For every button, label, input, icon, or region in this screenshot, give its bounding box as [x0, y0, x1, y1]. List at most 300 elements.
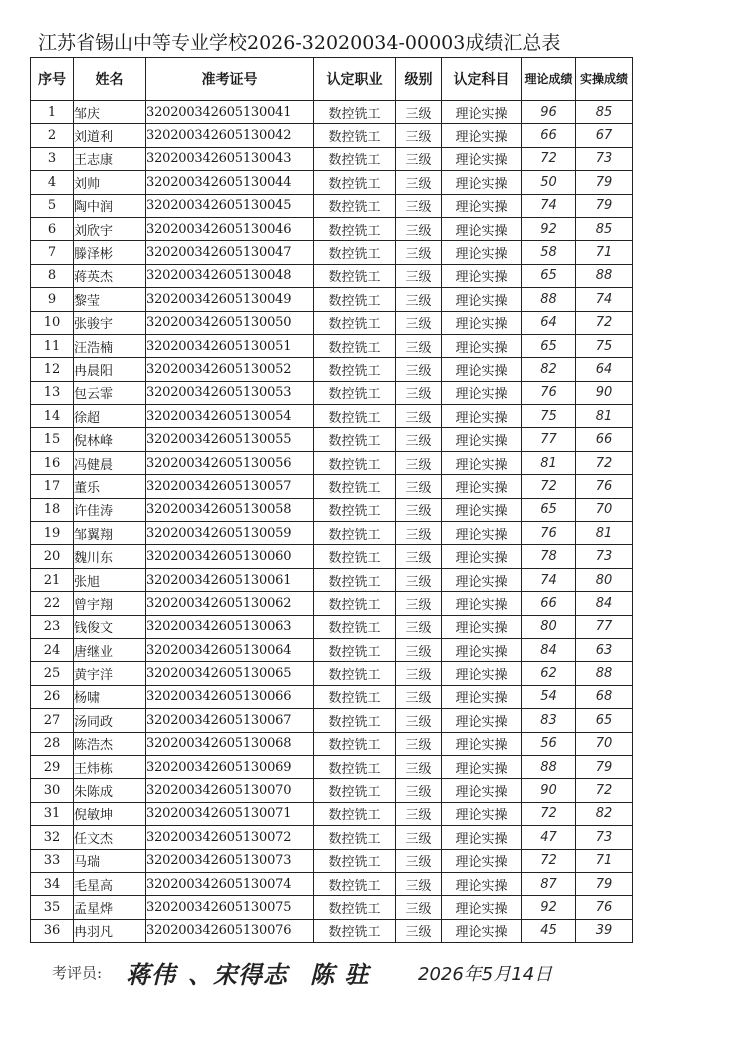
- table-row: [31, 919, 633, 942]
- table-row: [31, 779, 633, 802]
- level: 三级: [396, 896, 442, 919]
- occupation: 数控铣工: [314, 264, 396, 287]
- occupation: 数控铣工: [314, 334, 396, 357]
- theory-score: 80: [522, 615, 576, 638]
- table-row: [31, 568, 633, 591]
- exam-id: 320200342605130048: [146, 264, 314, 287]
- practice-score: 76: [576, 475, 633, 498]
- exam-id: 320200342605130045: [146, 194, 314, 217]
- exam-id: 320200342605130057: [146, 475, 314, 498]
- student-name: 包云霏: [74, 381, 146, 404]
- row-number: 4: [31, 171, 74, 194]
- subject: 理论实操: [442, 919, 522, 942]
- student-name: 曾宇翔: [74, 592, 146, 615]
- occupation: 数控铣工: [314, 872, 396, 895]
- exam-id: 320200342605130060: [146, 545, 314, 568]
- row-number: 20: [31, 545, 74, 568]
- table-row: [31, 405, 633, 428]
- exam-id: 320200342605130066: [146, 685, 314, 708]
- theory-score: 88: [522, 755, 576, 778]
- subject: 理论实操: [442, 147, 522, 170]
- practice-score: 74: [576, 288, 633, 311]
- level: 三级: [396, 124, 442, 147]
- row-number: 23: [31, 615, 74, 638]
- level: 三级: [396, 101, 442, 124]
- student-name: 汪浩楠: [74, 334, 146, 357]
- exam-id: 320200342605130056: [146, 451, 314, 474]
- level: 三级: [396, 755, 442, 778]
- row-number: 32: [31, 826, 74, 849]
- table-row: [31, 685, 633, 708]
- document-title: 江苏省锡山中等专业学校2026-32020034-00003成绩汇总表: [38, 32, 561, 54]
- level: 三级: [396, 732, 442, 755]
- student-name: 杨啸: [74, 685, 146, 708]
- occupation: 数控铣工: [314, 428, 396, 451]
- subject: 理论实操: [442, 428, 522, 451]
- row-number: 36: [31, 919, 74, 942]
- practice-score: 70: [576, 498, 633, 521]
- level: 三级: [396, 615, 442, 638]
- occupation: 数控铣工: [314, 475, 396, 498]
- level: 三级: [396, 849, 442, 872]
- student-name: 徐超: [74, 405, 146, 428]
- theory-score: 84: [522, 638, 576, 661]
- practice-score: 76: [576, 896, 633, 919]
- subject: 理论实操: [442, 334, 522, 357]
- exam-id: 320200342605130047: [146, 241, 314, 264]
- exam-id: 320200342605130059: [146, 522, 314, 545]
- level: 三级: [396, 826, 442, 849]
- subject: 理论实操: [442, 779, 522, 802]
- signing-date: 2026年5月14日: [418, 964, 553, 985]
- row-number: 31: [31, 802, 74, 825]
- student-name: 黎莹: [74, 288, 146, 311]
- header-practice-score: 实操成绩: [576, 58, 633, 101]
- exam-id: 320200342605130042: [146, 124, 314, 147]
- occupation: 数控铣工: [314, 545, 396, 568]
- table-row: [31, 311, 633, 334]
- exam-id: 320200342605130065: [146, 662, 314, 685]
- practice-score: 65: [576, 709, 633, 732]
- student-name: 刘道利: [74, 124, 146, 147]
- row-number: 5: [31, 194, 74, 217]
- subject: 理论实操: [442, 802, 522, 825]
- student-name: 陶中润: [74, 194, 146, 217]
- level: 三级: [396, 498, 442, 521]
- occupation: 数控铣工: [314, 592, 396, 615]
- row-number: 18: [31, 498, 74, 521]
- theory-score: 64: [522, 311, 576, 334]
- row-number: 16: [31, 451, 74, 474]
- occupation: 数控铣工: [314, 101, 396, 124]
- row-number: 29: [31, 755, 74, 778]
- level: 三级: [396, 451, 442, 474]
- row-number: 34: [31, 872, 74, 895]
- table-row: [31, 896, 633, 919]
- student-name: 唐继业: [74, 638, 146, 661]
- header-name: 姓名: [74, 58, 146, 101]
- examiner-label: 考评员:: [52, 964, 103, 982]
- table-row: [31, 872, 633, 895]
- theory-score: 81: [522, 451, 576, 474]
- subject: 理论实操: [442, 709, 522, 732]
- occupation: 数控铣工: [314, 171, 396, 194]
- exam-id: 320200342605130058: [146, 498, 314, 521]
- theory-score: 74: [522, 194, 576, 217]
- subject: 理论实操: [442, 568, 522, 591]
- row-number: 28: [31, 732, 74, 755]
- practice-score: 71: [576, 241, 633, 264]
- occupation: 数控铣工: [314, 919, 396, 942]
- student-name: 蒋英杰: [74, 264, 146, 287]
- student-name: 孟星烨: [74, 896, 146, 919]
- occupation: 数控铣工: [314, 662, 396, 685]
- practice-score: 75: [576, 334, 633, 357]
- exam-id: 320200342605130052: [146, 358, 314, 381]
- table-header-row: [31, 58, 633, 101]
- occupation: 数控铣工: [314, 124, 396, 147]
- row-number: 6: [31, 217, 74, 240]
- theory-score: 72: [522, 475, 576, 498]
- level: 三级: [396, 264, 442, 287]
- student-name: 倪敏坤: [74, 802, 146, 825]
- student-name: 董乐: [74, 475, 146, 498]
- practice-score: 39: [576, 919, 633, 942]
- practice-score: 64: [576, 358, 633, 381]
- occupation: 数控铣工: [314, 802, 396, 825]
- student-name: 滕泽彬: [74, 241, 146, 264]
- occupation: 数控铣工: [314, 826, 396, 849]
- table-row: [31, 522, 633, 545]
- level: 三级: [396, 147, 442, 170]
- table-row: [31, 334, 633, 357]
- occupation: 数控铣工: [314, 568, 396, 591]
- header-level: 级别: [396, 58, 442, 101]
- level: 三级: [396, 592, 442, 615]
- table-row: [31, 545, 633, 568]
- table-row: [31, 241, 633, 264]
- student-name: 王志康: [74, 147, 146, 170]
- student-name: 刘欣宇: [74, 217, 146, 240]
- theory-score: 88: [522, 288, 576, 311]
- row-number: 30: [31, 779, 74, 802]
- table-row: [31, 428, 633, 451]
- row-number: 26: [31, 685, 74, 708]
- exam-id: 320200342605130055: [146, 428, 314, 451]
- level: 三级: [396, 872, 442, 895]
- level: 三级: [396, 802, 442, 825]
- level: 三级: [396, 522, 442, 545]
- row-number: 21: [31, 568, 74, 591]
- subject: 理论实操: [442, 264, 522, 287]
- theory-score: 72: [522, 849, 576, 872]
- header-exam-id: 准考证号: [146, 58, 314, 101]
- table-row: [31, 475, 633, 498]
- occupation: 数控铣工: [314, 194, 396, 217]
- student-name: 钱俊文: [74, 615, 146, 638]
- subject: 理论实操: [442, 311, 522, 334]
- header-subject: 认定科目: [442, 58, 522, 101]
- exam-id: 320200342605130043: [146, 147, 314, 170]
- practice-score: 67: [576, 124, 633, 147]
- practice-score: 77: [576, 615, 633, 638]
- score-table: [30, 57, 633, 943]
- level: 三级: [396, 217, 442, 240]
- exam-id: 320200342605130049: [146, 288, 314, 311]
- theory-score: 45: [522, 919, 576, 942]
- row-number: 8: [31, 264, 74, 287]
- table-row: [31, 755, 633, 778]
- table-row: [31, 709, 633, 732]
- student-name: 邹庆: [74, 101, 146, 124]
- student-name: 朱陈成: [74, 779, 146, 802]
- examiner-signature-1: 蒋伟: [126, 961, 176, 989]
- exam-id: 320200342605130061: [146, 568, 314, 591]
- table-row: [31, 264, 633, 287]
- occupation: 数控铣工: [314, 147, 396, 170]
- occupation: 数控铣工: [314, 709, 396, 732]
- practice-score: 85: [576, 217, 633, 240]
- row-number: 1: [31, 101, 74, 124]
- subject: 理论实操: [442, 615, 522, 638]
- subject: 理论实操: [442, 381, 522, 404]
- subject: 理论实操: [442, 592, 522, 615]
- subject: 理论实操: [442, 638, 522, 661]
- level: 三级: [396, 919, 442, 942]
- student-name: 任文杰: [74, 826, 146, 849]
- table-row: [31, 101, 633, 124]
- level: 三级: [396, 194, 442, 217]
- row-number: 17: [31, 475, 74, 498]
- table-row: [31, 381, 633, 404]
- exam-id: 320200342605130076: [146, 919, 314, 942]
- occupation: 数控铣工: [314, 241, 396, 264]
- student-name: 王炜栋: [74, 755, 146, 778]
- header-theory-score: 理论成绩: [522, 58, 576, 101]
- level: 三级: [396, 381, 442, 404]
- theory-score: 78: [522, 545, 576, 568]
- exam-id: 320200342605130053: [146, 381, 314, 404]
- table-row: [31, 732, 633, 755]
- theory-score: 66: [522, 592, 576, 615]
- exam-id: 320200342605130051: [146, 334, 314, 357]
- theory-score: 76: [522, 522, 576, 545]
- theory-score: 92: [522, 896, 576, 919]
- student-name: 许佳涛: [74, 498, 146, 521]
- theory-score: 76: [522, 381, 576, 404]
- theory-score: 47: [522, 826, 576, 849]
- practice-score: 84: [576, 592, 633, 615]
- theory-score: 72: [522, 802, 576, 825]
- table-row: [31, 288, 633, 311]
- subject: 理论实操: [442, 545, 522, 568]
- header-occupation: 认定职业: [314, 58, 396, 101]
- row-number: 9: [31, 288, 74, 311]
- theory-score: 96: [522, 101, 576, 124]
- subject: 理论实操: [442, 288, 522, 311]
- level: 三级: [396, 662, 442, 685]
- theory-score: 72: [522, 147, 576, 170]
- level: 三级: [396, 405, 442, 428]
- examiner-signature-3: 陈 驻: [310, 961, 370, 989]
- row-number: 27: [31, 709, 74, 732]
- theory-score: 90: [522, 779, 576, 802]
- table-row: [31, 358, 633, 381]
- student-name: 冉晨阳: [74, 358, 146, 381]
- occupation: 数控铣工: [314, 755, 396, 778]
- level: 三级: [396, 171, 442, 194]
- student-name: 张旭: [74, 568, 146, 591]
- exam-id: 320200342605130054: [146, 405, 314, 428]
- subject: 理论实操: [442, 241, 522, 264]
- subject: 理论实操: [442, 171, 522, 194]
- level: 三级: [396, 311, 442, 334]
- row-number: 24: [31, 638, 74, 661]
- student-name: 毛星高: [74, 872, 146, 895]
- subject: 理论实操: [442, 124, 522, 147]
- theory-score: 58: [522, 241, 576, 264]
- occupation: 数控铣工: [314, 311, 396, 334]
- student-name: 倪林峰: [74, 428, 146, 451]
- theory-score: 50: [522, 171, 576, 194]
- exam-id: 320200342605130071: [146, 802, 314, 825]
- student-name: 刘帅: [74, 171, 146, 194]
- occupation: 数控铣工: [314, 451, 396, 474]
- subject: 理论实操: [442, 405, 522, 428]
- student-name: 邹翼翔: [74, 522, 146, 545]
- level: 三级: [396, 334, 442, 357]
- theory-score: 56: [522, 732, 576, 755]
- occupation: 数控铣工: [314, 615, 396, 638]
- occupation: 数控铣工: [314, 498, 396, 521]
- practice-score: 79: [576, 872, 633, 895]
- theory-score: 82: [522, 358, 576, 381]
- subject: 理论实操: [442, 755, 522, 778]
- student-name: 冉羽凡: [74, 919, 146, 942]
- occupation: 数控铣工: [314, 522, 396, 545]
- occupation: 数控铣工: [314, 217, 396, 240]
- practice-score: 72: [576, 779, 633, 802]
- practice-score: 80: [576, 568, 633, 591]
- student-name: 魏川东: [74, 545, 146, 568]
- subject: 理论实操: [442, 498, 522, 521]
- occupation: 数控铣工: [314, 896, 396, 919]
- row-number: 13: [31, 381, 74, 404]
- table-row: [31, 194, 633, 217]
- subject: 理论实操: [442, 522, 522, 545]
- student-name: 马瑞: [74, 849, 146, 872]
- subject: 理论实操: [442, 732, 522, 755]
- exam-id: 320200342605130070: [146, 779, 314, 802]
- level: 三级: [396, 428, 442, 451]
- subject: 理论实操: [442, 826, 522, 849]
- row-number: 22: [31, 592, 74, 615]
- practice-score: 81: [576, 522, 633, 545]
- level: 三级: [396, 638, 442, 661]
- practice-score: 79: [576, 755, 633, 778]
- subject: 理论实操: [442, 685, 522, 708]
- level: 三级: [396, 568, 442, 591]
- exam-id: 320200342605130073: [146, 849, 314, 872]
- exam-id: 320200342605130075: [146, 896, 314, 919]
- exam-id: 320200342605130067: [146, 709, 314, 732]
- theory-score: 92: [522, 217, 576, 240]
- practice-score: 73: [576, 826, 633, 849]
- theory-score: 66: [522, 124, 576, 147]
- exam-id: 320200342605130050: [146, 311, 314, 334]
- table-row: [31, 592, 633, 615]
- theory-score: 62: [522, 662, 576, 685]
- row-number: 14: [31, 405, 74, 428]
- exam-id: 320200342605130069: [146, 755, 314, 778]
- table-row: [31, 171, 633, 194]
- theory-score: 74: [522, 568, 576, 591]
- exam-id: 320200342605130063: [146, 615, 314, 638]
- theory-score: 65: [522, 264, 576, 287]
- occupation: 数控铣工: [314, 849, 396, 872]
- level: 三级: [396, 709, 442, 732]
- practice-score: 72: [576, 451, 633, 474]
- subject: 理论实操: [442, 451, 522, 474]
- theory-score: 77: [522, 428, 576, 451]
- practice-score: 81: [576, 405, 633, 428]
- row-number: 35: [31, 896, 74, 919]
- table-row: [31, 147, 633, 170]
- row-number: 7: [31, 241, 74, 264]
- subject: 理论实操: [442, 849, 522, 872]
- theory-score: 65: [522, 498, 576, 521]
- row-number: 25: [31, 662, 74, 685]
- subject: 理论实操: [442, 217, 522, 240]
- subject: 理论实操: [442, 872, 522, 895]
- occupation: 数控铣工: [314, 288, 396, 311]
- practice-score: 85: [576, 101, 633, 124]
- exam-id: 320200342605130072: [146, 826, 314, 849]
- theory-score: 87: [522, 872, 576, 895]
- examiner-signature-2: 、宋得志: [188, 961, 288, 989]
- theory-score: 83: [522, 709, 576, 732]
- exam-id: 320200342605130044: [146, 171, 314, 194]
- practice-score: 72: [576, 311, 633, 334]
- occupation: 数控铣工: [314, 638, 396, 661]
- row-number: 33: [31, 849, 74, 872]
- occupation: 数控铣工: [314, 358, 396, 381]
- row-number: 12: [31, 358, 74, 381]
- theory-score: 54: [522, 685, 576, 708]
- theory-score: 75: [522, 405, 576, 428]
- practice-score: 88: [576, 662, 633, 685]
- practice-score: 70: [576, 732, 633, 755]
- table-row: [31, 124, 633, 147]
- occupation: 数控铣工: [314, 779, 396, 802]
- practice-score: 79: [576, 194, 633, 217]
- theory-score: 65: [522, 334, 576, 357]
- subject: 理论实操: [442, 358, 522, 381]
- student-name: 汤同政: [74, 709, 146, 732]
- practice-score: 66: [576, 428, 633, 451]
- row-number: 3: [31, 147, 74, 170]
- practice-score: 63: [576, 638, 633, 661]
- table-row: [31, 615, 633, 638]
- table-row: [31, 638, 633, 661]
- row-number: 19: [31, 522, 74, 545]
- row-number: 10: [31, 311, 74, 334]
- practice-score: 88: [576, 264, 633, 287]
- exam-id: 320200342605130041: [146, 101, 314, 124]
- subject: 理论实操: [442, 662, 522, 685]
- practice-score: 73: [576, 147, 633, 170]
- student-name: 张骏宇: [74, 311, 146, 334]
